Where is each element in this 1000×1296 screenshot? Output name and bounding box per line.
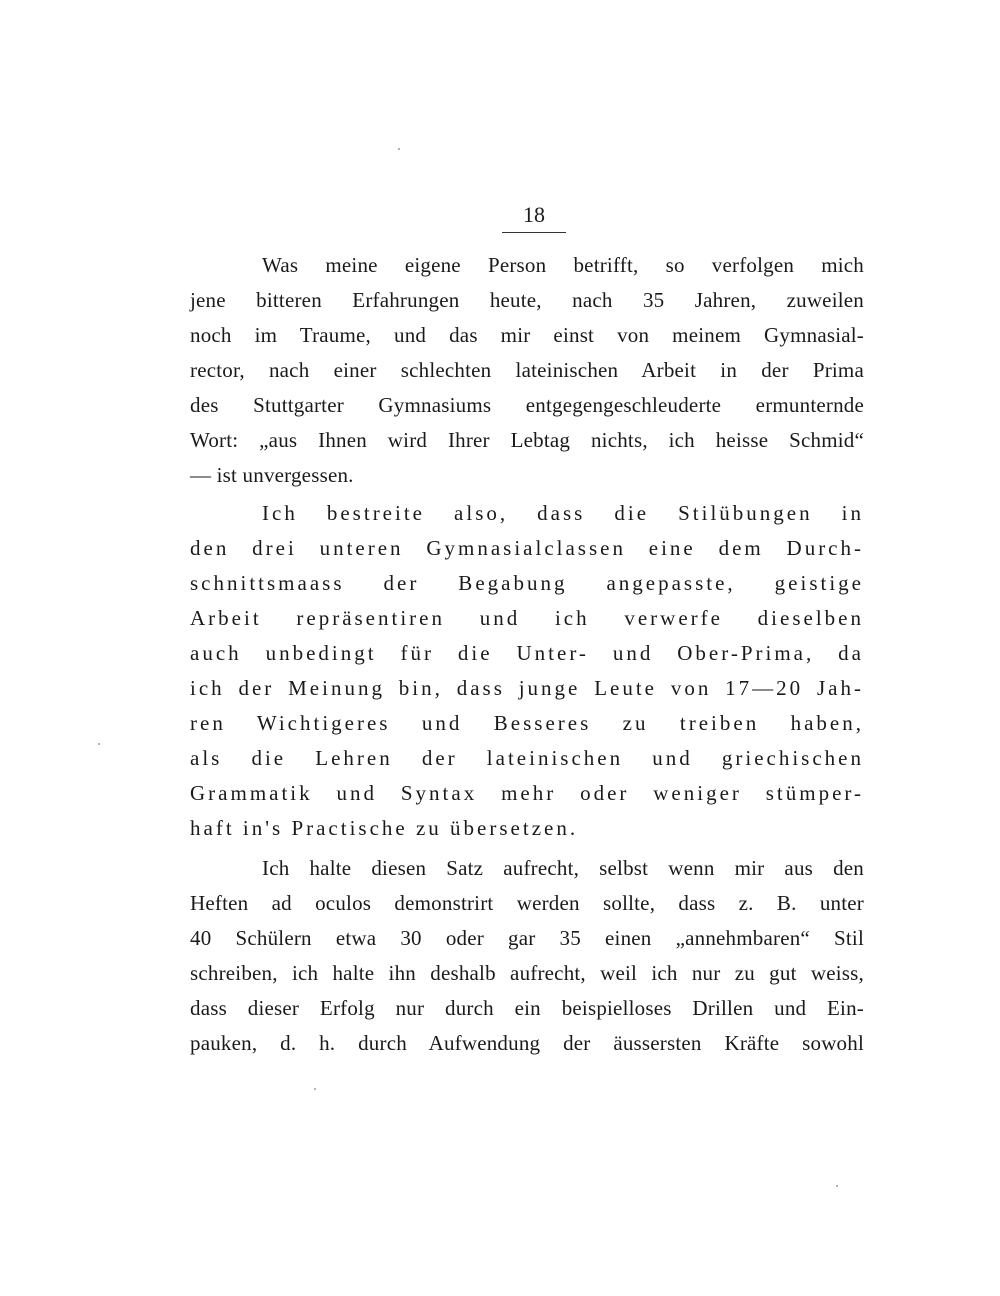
paragraph-2-line-2: den drei unteren Gymnasialclassen eine dem Durch- xyxy=(190,536,864,560)
paragraph-1-line-3: noch im Traume, und das mir einst von meinem Gymnasial- xyxy=(190,323,864,347)
paragraph-2-line-10: haft in's Practische zu übersetzen. xyxy=(190,816,579,840)
paragraph-2-line-5: auch unbedingt für die Unter- und Ober-Prima, da xyxy=(190,641,864,665)
page-number: 18 xyxy=(523,202,545,227)
paragraph-2-line-7: ren Wichtigeres und Besseres zu treiben haben, xyxy=(190,711,864,735)
page-number-rule xyxy=(502,232,566,233)
paragraph-3-line-1: Ich halte diesen Satz aufrecht, selbst wenn mir aus den xyxy=(262,856,864,880)
paragraph-2-line-3: schnittsmaass der Begabung angepasste, geistige xyxy=(190,571,864,595)
paragraph-3-line-6: pauken, d. h. durch Aufwendung der äussersten Kräfte sowohl xyxy=(190,1031,864,1055)
paragraph-3-line-4: schreiben, ich halte ihn deshalb aufrecht, weil ich nur zu gut weiss, xyxy=(190,961,864,985)
paragraph-1-line-6: Wort: „aus Ihnen wird Ihrer Lebtag nichts, ich heisse Schmid“ xyxy=(190,428,864,452)
paragraph-1-line-1: Was meine eigene Person betrifft, so verfolgen mich xyxy=(262,253,864,277)
paragraph-3-line-3: 40 Schülern etwa 30 oder gar 35 einen „annehmbaren“ Stil xyxy=(190,926,864,950)
paragraph-1-line-4: rector, nach einer schlechten lateinischen Arbeit in der Prima xyxy=(190,358,864,382)
paragraph-2-line-6: ich der Meinung bin, dass junge Leute von 17—20 Jah- xyxy=(190,676,864,700)
paragraph-2-line-1: Ich bestreite also, dass die Stilübungen in xyxy=(262,501,864,525)
paragraph-3-line-2: Heften ad oculos demonstrirt werden sollte, dass z. B. unter xyxy=(190,891,864,915)
paragraph-2-line-8: als die Lehren der lateinischen und griechischen xyxy=(190,746,864,770)
paragraph-1-line-7: — ist unvergessen. xyxy=(190,463,354,487)
scan-speck xyxy=(398,148,400,150)
paragraph-1-line-5: des Stuttgarter Gymnasiums entgegengeschleuderte ermunternde xyxy=(190,393,864,417)
paragraph-2-line-9: Grammatik und Syntax mehr oder weniger stümper- xyxy=(190,781,864,805)
paragraph-1-line-2: jene bitteren Erfahrungen heute, nach 35 Jahren, zuweilen xyxy=(190,288,864,312)
scan-speck xyxy=(314,1088,316,1090)
scan-speck xyxy=(98,743,100,745)
scan-speck xyxy=(836,1185,838,1187)
paragraph-2-line-4: Arbeit repräsentiren und ich verwerfe dieselben xyxy=(190,606,864,630)
paragraph-3-line-5: dass dieser Erfolg nur durch ein beispielloses Drillen und Ein- xyxy=(190,996,864,1020)
